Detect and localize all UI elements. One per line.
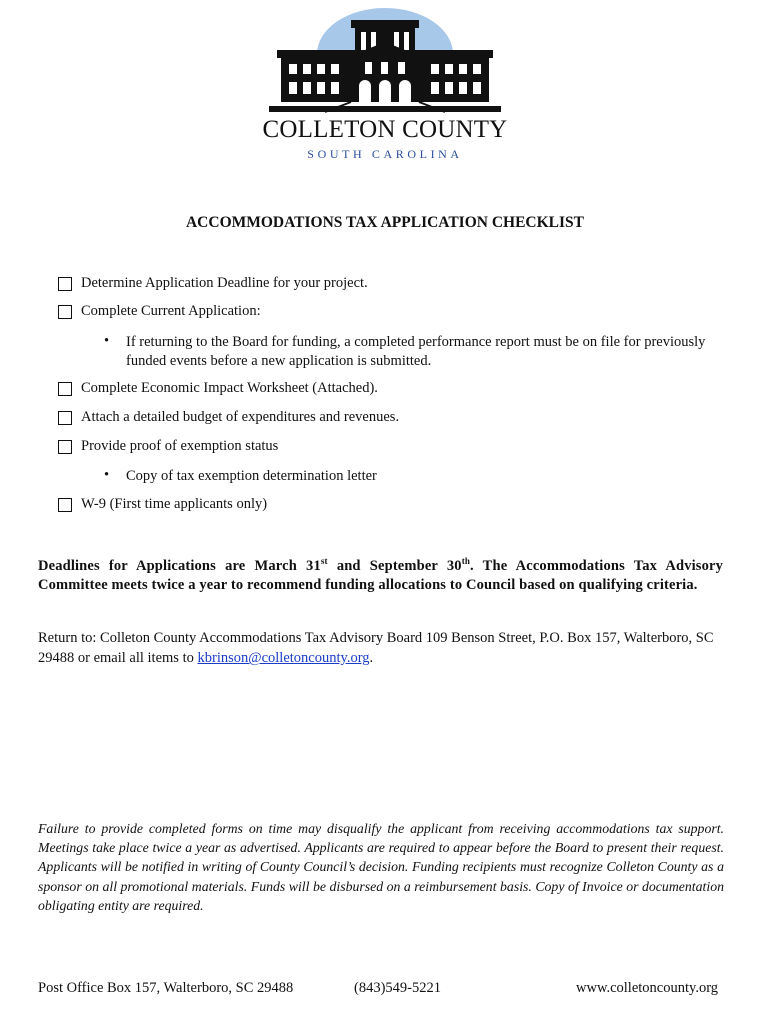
checkbox[interactable]	[58, 382, 72, 396]
county-name: COLLETON COUNTY	[262, 116, 508, 143]
checkbox[interactable]	[58, 277, 72, 291]
deadline-text: Deadlines for Applications are March 31	[38, 557, 321, 574]
sub-bullet-text: Copy of tax exemption determination letter	[126, 468, 377, 484]
checklist-item-label: W-9 (First time applicants only)	[81, 496, 268, 512]
checklist-item-exemption	[58, 438, 278, 455]
sub-bullet-performance-report	[104, 333, 726, 371]
checklist-item-label: Complete Economic Impact Worksheet (Attached).	[81, 380, 378, 396]
courthouse-logo-icon	[255, 6, 515, 118]
bullet-icon: •	[104, 333, 110, 349]
footer-website: www.colletoncounty.org	[576, 980, 719, 996]
return-text-end: .	[369, 650, 374, 666]
checklist-item-budget	[58, 409, 399, 426]
checkbox[interactable]	[58, 440, 72, 454]
footer-phone: (843)549-5221	[354, 980, 441, 996]
checklist-item-label: Determine Application Deadline for your project.	[81, 275, 368, 291]
deadline-sup: th	[461, 556, 470, 566]
checklist-item-label: Attach a detailed budget of expenditures and revenues.	[81, 409, 400, 425]
deadline-notice	[38, 552, 723, 595]
checklist-item-deadline	[58, 275, 368, 292]
checklist-item-label: Provide proof of exemption status	[81, 438, 279, 454]
state-name: SOUTH CAROLINA	[307, 147, 463, 161]
checkbox[interactable]	[58, 498, 72, 512]
checklist-item-economic-impact	[58, 380, 378, 397]
deadline-text: . The Accommodations Tax Advisory Committee meets twice a year to recommend funding allocations to Council based on qualifying criteria.	[38, 557, 723, 593]
checkbox[interactable]	[58, 305, 72, 319]
return-instructions	[38, 628, 728, 668]
footer-address: Post Office Box 157, Walterboro, SC 29488	[38, 980, 294, 996]
return-text: Return to: Colleton County Accommodations Tax Advisory Board 109 Benson Street, P.O. Box 157, Walterboro, SC 29488 or email all items to	[38, 630, 714, 666]
checklist-item-label: Complete Current Application:	[81, 303, 261, 319]
deadline-text: and September 30	[327, 557, 462, 574]
checklist-item-application	[58, 303, 261, 320]
deadline-sup: st	[320, 556, 328, 566]
sub-bullet-exemption-letter	[104, 467, 726, 486]
checklist-item-w9	[58, 496, 267, 513]
checkbox[interactable]	[58, 411, 72, 425]
disclaimer: Failure to provide completed forms on time may disqualify the applicant from receiving accommodations tax support. Meetings take place twice a year as advertised. Applicants are required to appear before the Board to present their request. Applicants will be notified in writing of County Council’s decision. Funding recipients must recognize Colleton County as a sponsor on all promotional materials. Funds will be disbursed on a reimbursement basis. Copy of Invoice or documentation obligating entity are required.	[38, 821, 724, 913]
sub-bullet-text: If returning to the Board for funding, a completed performance report must be on file for previously funded events before a new application is submitted.	[126, 334, 706, 369]
email-link[interactable]: kbrinson@colletoncounty.org	[197, 650, 370, 666]
page-title: ACCOMMODATIONS TAX APPLICATION CHECKLIST	[185, 214, 585, 231]
bullet-icon: •	[104, 467, 110, 483]
